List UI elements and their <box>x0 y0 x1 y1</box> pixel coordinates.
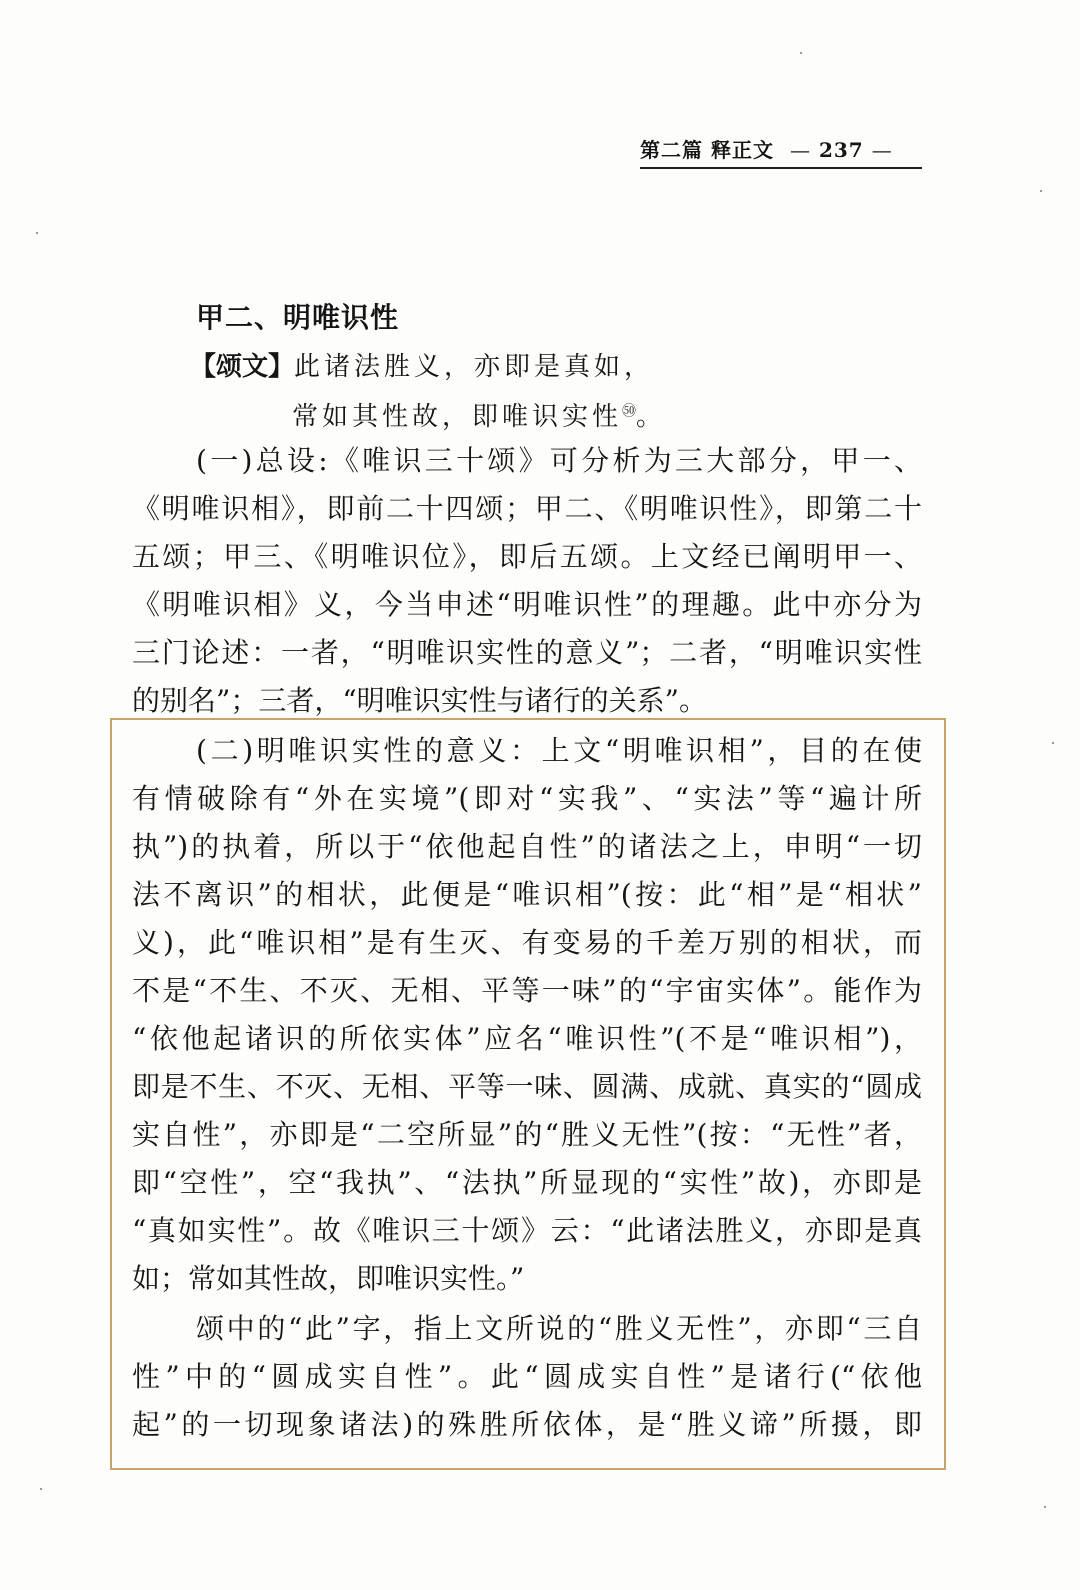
running-header <box>640 134 922 169</box>
header-dash-right: — <box>871 138 893 162</box>
text-line: 有情破除有“外在实境”(即对“实我”、“实法”等“遍计所 <box>132 782 922 815</box>
footnote-mark: ㊿ <box>622 403 637 420</box>
header-chapter: 释正文 <box>710 138 774 162</box>
text-line: 《明唯识相》义，今当申述“明唯识性”的理趣。此中亦分为 <box>132 588 922 621</box>
text-line: 即是不生、不灭、无相、平等一味、圆满、成就、真实的“圆成 <box>132 1070 922 1103</box>
scan-speck <box>1044 1506 1046 1508</box>
header-part: 第二篇 <box>640 138 703 162</box>
scan-speck <box>800 52 802 54</box>
verse-text-2-end: 。 <box>636 402 667 432</box>
text-line: 性”中的“圆成实自性”。此“圆成实自性”是诸行(“依他 <box>132 1360 922 1393</box>
text-line: 法不离识”的相状，此便是“唯识相”(按：此“相”是“相状” <box>132 878 922 911</box>
verse-line-2 <box>292 396 666 433</box>
text-line: 不是“不生、不灭、无相、平等一味”的“宇宙实体”。能作为 <box>132 974 922 1007</box>
text-line: 的别名”；三者，“明唯识实性与诸行的关系”。 <box>132 684 707 717</box>
text-line: 颂中的“此”字，指上文所说的“胜义无性”，亦即“三自 <box>196 1312 922 1345</box>
verse-label: 【颂文】 <box>190 352 295 382</box>
text-line: (二)明唯识实性的意义：上文“明唯识相”，目的在使 <box>196 734 922 767</box>
text-line: 起”的一切现象诸法)的殊胜所依体，是“胜义谛”所摄，即 <box>132 1408 922 1441</box>
text-line: 义)，此“唯识相”是有生灭、有变易的千差万别的相状，而 <box>132 926 922 959</box>
header-dash-left: — <box>789 138 811 162</box>
text-line: 五颂；甲三、《明唯识位》，即后五颂。上文经已阐明甲一、 <box>132 540 922 573</box>
scan-speck <box>40 1488 42 1490</box>
text-line: 三门论述：一者，“明唯识实性的意义”；二者，“明唯识实性 <box>132 636 922 669</box>
scan-speck <box>1052 742 1054 744</box>
text-line: 实自性”，亦即是“二空所显”的“胜义无性”(按：“无性”者， <box>132 1118 922 1151</box>
section-title: 甲二、明唯识性 <box>196 301 400 334</box>
text-line: 即“空性”，空“我执”、“法执”所显现的“实性”故)，亦即是 <box>132 1166 922 1199</box>
page-number: 237 <box>818 138 864 162</box>
verse-text-2: 常如其性故，即唯识实性 <box>292 402 623 432</box>
text-line: 执”)的执着，所以于“依他起自性”的诸法之上，申明“一切 <box>132 830 922 863</box>
verse-line-1 <box>190 346 654 383</box>
scan-speck <box>36 232 38 234</box>
text-line: “依他起诸识的所依实体”应名“唯识性”(不是“唯识相”)， <box>132 1022 922 1055</box>
text-line: (一)总设:《唯识三十颂》可分析为三大部分，甲一、 <box>196 444 922 477</box>
scan-speck <box>1040 190 1042 192</box>
verse-text-1: 此诸法胜义，亦即是真如， <box>294 352 655 382</box>
text-line: 如；常如其性故，即唯识实性。” <box>132 1262 525 1295</box>
text-line: 《明唯识相》，即前二十四颂；甲二、《明唯识性》，即第二十 <box>132 492 922 525</box>
text-line: “真如实性”。故《唯识三十颂》云：“此诸法胜义，亦即是真 <box>132 1214 922 1247</box>
